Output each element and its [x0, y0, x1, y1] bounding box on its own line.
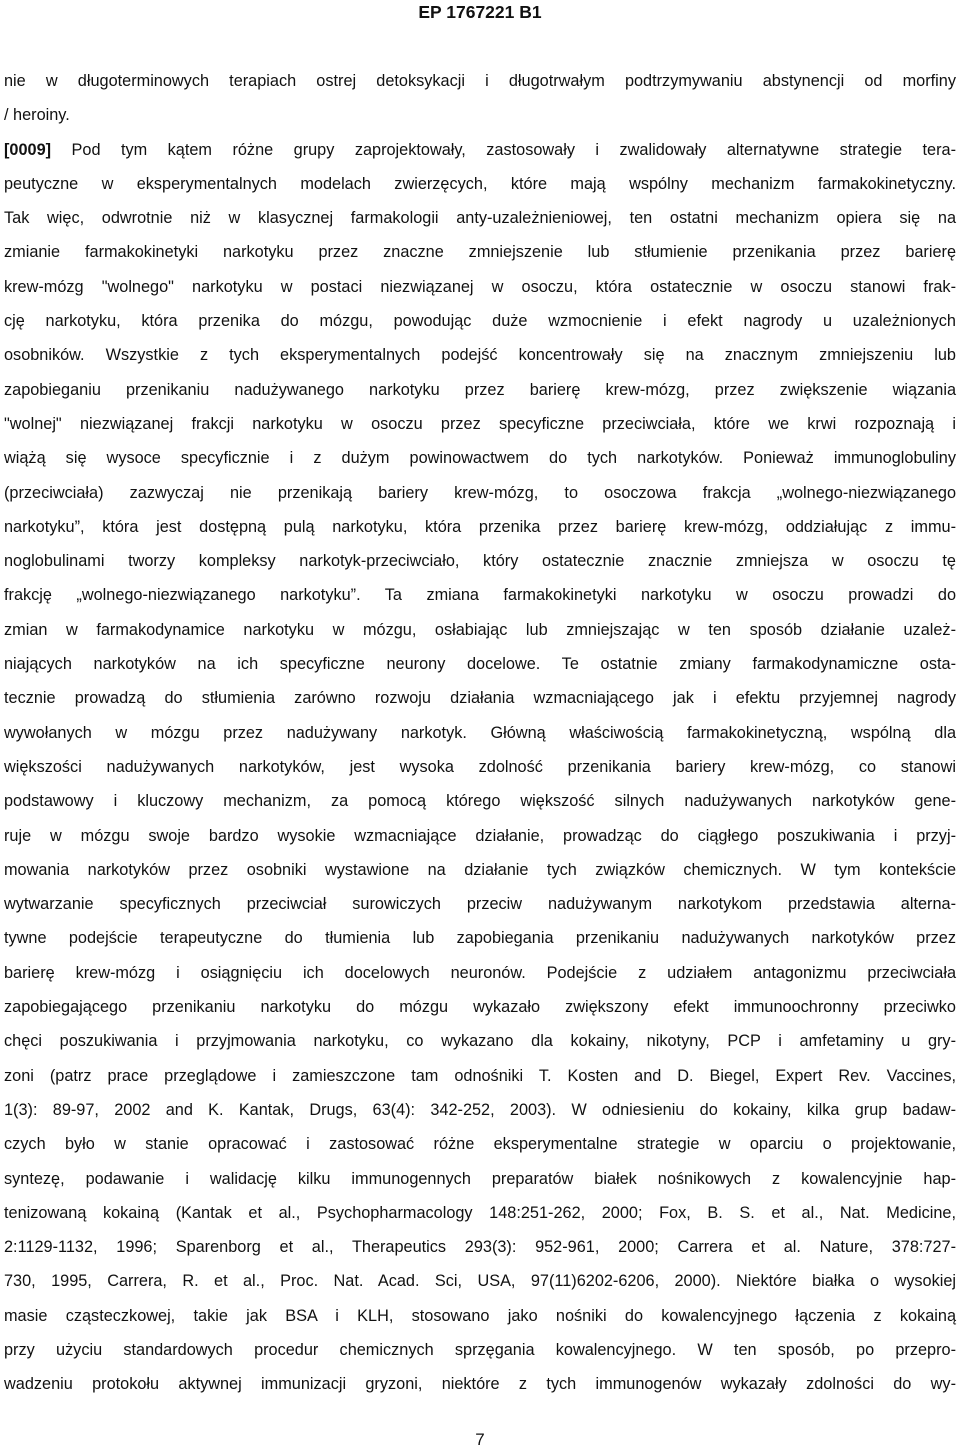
text-line: niających narkotyków na ich specyficzne neurony docelowe. Te ostatnie zmiany farmakodynamiczne osta- — [4, 655, 956, 674]
text-line: zmianie farmakokinetyki narkotyku przez znaczne zmniejszenie lub stłumienie przenikania przez barierę — [4, 243, 956, 262]
text-line: noglobulinami tworzy kompleksy narkotyk-przeciwciało, który ostatecznie znacznie zmniejsza w osoczu tę — [4, 552, 956, 571]
text-line: narkotyku”, która jest dostępną pulą narkotyku, która przenika przez barierę krew-mózg, oddziałując z immu- — [4, 517, 956, 536]
text-line: zoni (patrz prace przeglądowe i zamieszczone tam odnośniki T. Kosten and D. Biegel, Expert Rev. Vaccines, — [4, 1066, 956, 1085]
text-line: syntezę, podawanie i walidację kilku immunogennych preparatów białek nośnikowych z kowalencyjnie hap- — [4, 1169, 956, 1188]
text-line: nie w długoterminowych terapiach ostrej detoksykacji i długotrwałym podtrzymywaniu abstynencji od morfiny — [4, 72, 956, 90]
text-line: większości nadużywanych narkotyków, jest wysoka zdolność przenikania bariery krew-mózg, co stanowi — [4, 757, 956, 776]
text-line: peutyczne w eksperymentalnych modelach zwierzęcych, które mają wspólny mechanizm farmakokinetyczny. — [4, 174, 956, 193]
text-line: frakcję „wolnego-niezwiązanego narkotyku”. Ta zmiana farmakokinetyki narkotyku w osoczu prowadzi do — [4, 586, 956, 605]
text-line: krew-mózg "wolnego" narkotyku w postaci niezwiązanej w osoczu, która ostatecznie w osoczu stanowi frak- — [4, 277, 956, 296]
text-line: chęci poszukiwania i przyjmowania narkotyku, co wykazano dla kokainy, nikotyny, PCP i amfetaminy u gry- — [4, 1032, 956, 1051]
page-number: 7 — [475, 1430, 485, 1449]
text-line: masie cząsteczkowej, takie jak BSA i KLH, stosowano jako nośniki do kowalencyjnego łączenia z kokainą — [4, 1306, 956, 1325]
text-line: 2:1129-1132, 1996; Sparenborg et al., Therapeutics 293(3): 952-961, 2000; Carrera et al. Nature, 378:727- — [4, 1238, 956, 1257]
text-line: zapobiegającego przenikaniu narkotyku do mózgu wykazało zwiększony efekt immunoochronny przeciwko — [4, 998, 956, 1017]
text-line: wiążą się wysoce specyficznie i z dużym powinowactwem do tych narkotyków. Ponieważ immunoglobuliny — [4, 449, 956, 468]
text-line: zapobieganiu przenikaniu nadużywanego narkotyku przez barierę krew-mózg, przez zwiększenie wiązania — [4, 380, 956, 399]
text-line: / heroiny. — [4, 106, 70, 125]
paragraph-number: [0009] — [4, 140, 52, 159]
text-line: 1(3): 89-97, 2002 and K. Kantak, Drugs, 63(4): 342-252, 2003). W odniesieniu do kokainy, kilka grup badaw- — [4, 1100, 956, 1119]
text-line-with-paragraph-number — [4, 133, 956, 167]
text-line: "wolnej" niezwiązanej frakcji narkotyku w osoczu przez specyficzne przeciwciała, które we krwi rozpoznają i — [4, 414, 956, 433]
text-line: 730, 1995, Carrera, R. et al., Proc. Nat. Acad. Sci, USA, 97(11)6202-6206, 2000). Niektóre białka o wysokiej — [4, 1272, 956, 1291]
text-line: tecznie prowadzą do stłumienia zarówno rozwoju działania wzmacniającego jak i efektu przyjemnej nagrody — [4, 689, 956, 708]
text-line: wywołanych w mózgu przez nadużywany narkotyk. Główną właściwością farmakokinetyczną, wspólną dla — [4, 723, 956, 742]
body-text — [4, 64, 956, 1402]
text-line: (przeciwciała) zazwyczaj nie przenikają bariery krew-mózg, to osoczowa frakcja „wolnego-niezwiązanego — [4, 483, 956, 502]
text-line: Tak więc, odwrotnie niż w klasycznej farmakologii anty-uzależnieniowej, ten ostatni mechanizm opiera się na — [4, 209, 956, 228]
text-line: podstawowy i kluczowy mechanizm, za pomocą którego większość silnych nadużywanych narkotyków gene- — [4, 792, 956, 811]
text-line: czych było w stanie opracować i zastosować różne eksperymentalne strategie w oparciu o projektowanie, — [4, 1135, 956, 1154]
text-line: tenizowaną kokainą (Kantak et al., Psychopharmacology 148:251-262, 2000; Fox, B. S. et al., Nat. Medicine, — [4, 1203, 956, 1222]
text-line: osobników. Wszystkie z tych eksperymentalnych podejść koncentrowały się na znacznym zmniejszeniu lub — [4, 346, 956, 365]
text-line: Pod tym kątem różne grupy zaprojektowały, zastosowały i zwalidowały alternatywne strategie tera- — [71, 140, 956, 159]
text-line: zmian w farmakodynamice narkotyku w mózgu, osłabiając lub zmniejszając w ten sposób działanie uzależ- — [4, 620, 956, 639]
text-line: wytwarzanie specyficznych przeciwciał surowiczych przeciw nadużywanym narkotykom przedstawia alterna- — [4, 895, 956, 914]
text-line: przy użyciu standardowych procedur chemicznych sprzęgania kowalencyjnego. W ten sposób, po przepro- — [4, 1340, 956, 1359]
text-line: tywne podejście terapeutyczne do tłumienia lub zapobiegania przenikaniu nadużywanych narkotyków przez — [4, 929, 956, 948]
text-line: wadzeniu protokołu aktywnej immunizacji gryzoni, niektóre z tych immunogenów wykazały zdolności do wy- — [4, 1375, 956, 1394]
text-line: mowania narkotyków przez osobniki wystawione na działanie tych związków chemicznych. W tym kontekście — [4, 860, 956, 879]
document-number-header: EP 1767221 B1 — [418, 2, 542, 22]
text-line: ruje w mózgu swoje bardzo wysokie wzmacniające działanie, prowadząc do ciągłego poszukiwania i przyj- — [4, 826, 956, 845]
text-line: barierę krew-mózg i osiągnięciu ich docelowych neuronów. Podejście z udziałem antagonizmu przeciwciała — [4, 963, 956, 982]
text-line: cję narkotyku, która przenika do mózgu, powodując duże wzmocnienie i efekt nagrody u uzależnionych — [4, 312, 956, 331]
